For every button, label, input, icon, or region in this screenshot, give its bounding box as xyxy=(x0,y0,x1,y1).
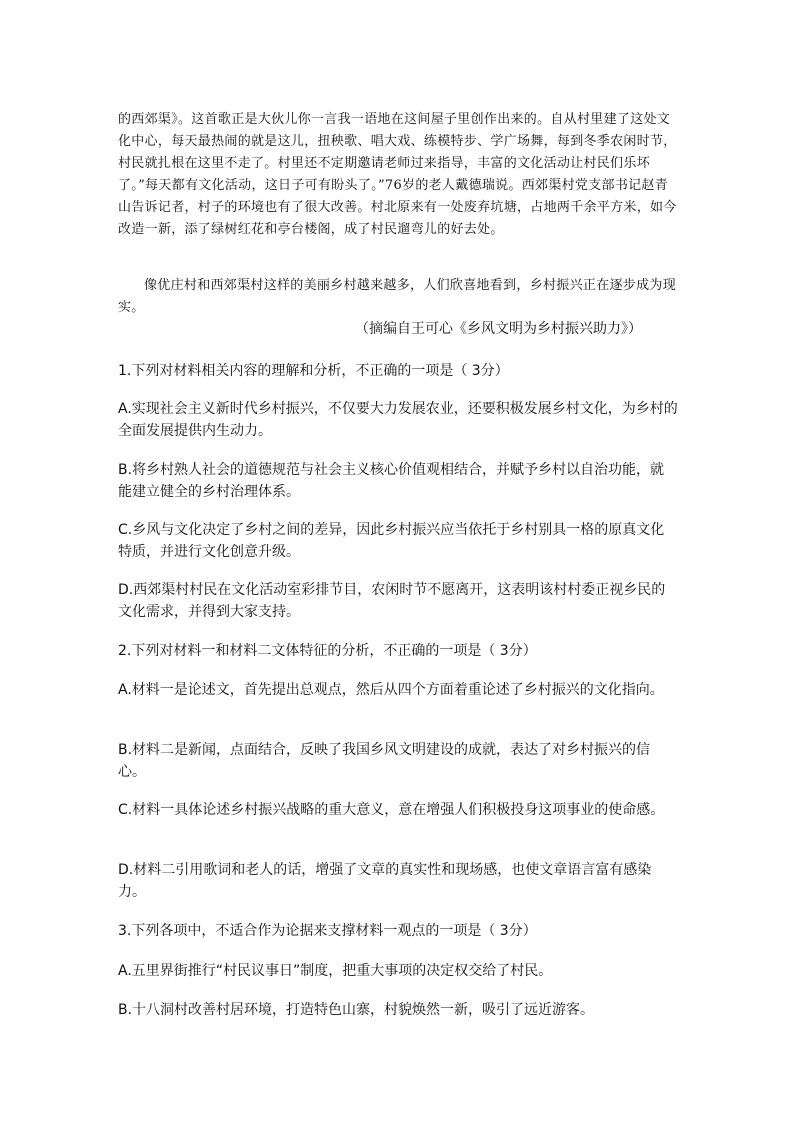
question-2-option-d: D.材料二引用歌词和老人的话，增强了文章的真实性和现场感，也使文章语言富有感染力。 xyxy=(118,862,652,900)
question-1-option-b: B.将乡村熟人社会的道德规范与社会主义核心价值观相结合，并赋予乡村以自治功能，就能建立健全的乡村治理体系。 xyxy=(118,462,665,500)
question-3-option-b: B.十八洞村改善村居环境，打造特色山寨，村貌焕然一新，吸引了远近游客。 xyxy=(118,1002,595,1018)
source-citation: （摘编自王可心《乡风文明为乡村振兴助力》） xyxy=(355,321,642,337)
passage-paragraph-2: 像优庄村和西郊渠村这样的美丽乡村越来越多，人们欣喜地看到，乡村振兴正在逐步成为现实。 xyxy=(118,278,677,315)
question-2-option-c: C.材料一具体论述乡村振兴战略的重大意义，意在增强人们积极投身这项事业的使命感。 xyxy=(118,802,665,818)
question-1-option-c: C.乡风与文化决定了乡村之间的差异，因此乡村振兴应当依托于乡村别具一格的原真文化特质，并进行文化创意升级。 xyxy=(118,522,665,560)
question-3-option-a: A.五里界街推行“村民议事日”制度，把重大事项的决定权交给了村民。 xyxy=(118,963,553,979)
passage-paragraph-1: 的西郊渠》。这首歌正是大伙儿你一言我一语地在这间屋子里创作出来的。自从村里建了这处文化中心，每天最热闹的就是这儿，扭秧歌、唱大戏、练模特步、学广场舞，每到冬季农闲时节，村民就扎根在这里不走了。村里还不定期邀请老师过来指导，丰富的文化活动让村民们乐坏了。”每天都有文化活动，这日子可有盼头了。”76岁的老人戴德瑞说。西郊渠村党支部书记赵青山告诉记者，村子的环境也有了很大改善。村北原来有一处废弃坑塘，占地两千余平方米，如今改造一新，添了绿树红花和亭台楼阁，成了村民遛弯儿的好去处。 xyxy=(118,112,677,237)
question-1-option-a: A.实现社会主义新时代乡村振兴，不仅要大力发展农业，还要积极发展乡村文化，为乡村的全面发展提供内生动力。 xyxy=(118,401,678,439)
question-1-stem: 1.下列对材料相关内容的理解和分析，不正确的一项是（ 3分） xyxy=(118,363,509,379)
question-3-stem: 3.下列各项中，不适合作为论据来支撑材料一观点的一项是（ 3分） xyxy=(118,923,537,939)
question-2-stem: 2.下列对材料一和材料二文体特征的分析，不正确的一项是（ 3分） xyxy=(118,643,537,659)
question-1-option-d: D.西郊渠村村民在文化活动室彩排节目，农闲时节不愿离开，这表明该村村委正视乡民的文化需求，并得到大家支持。 xyxy=(118,582,666,620)
question-2-option-a: A.材料一是论述文，首先提出总观点，然后从四个方面着重论述了乡村振兴的文化指向。 xyxy=(118,682,664,698)
question-2-option-b: B.材料二是新闻，点面结合，反映了我国乡风文明建设的成就，表达了对乡村振兴的信心。 xyxy=(118,742,651,780)
